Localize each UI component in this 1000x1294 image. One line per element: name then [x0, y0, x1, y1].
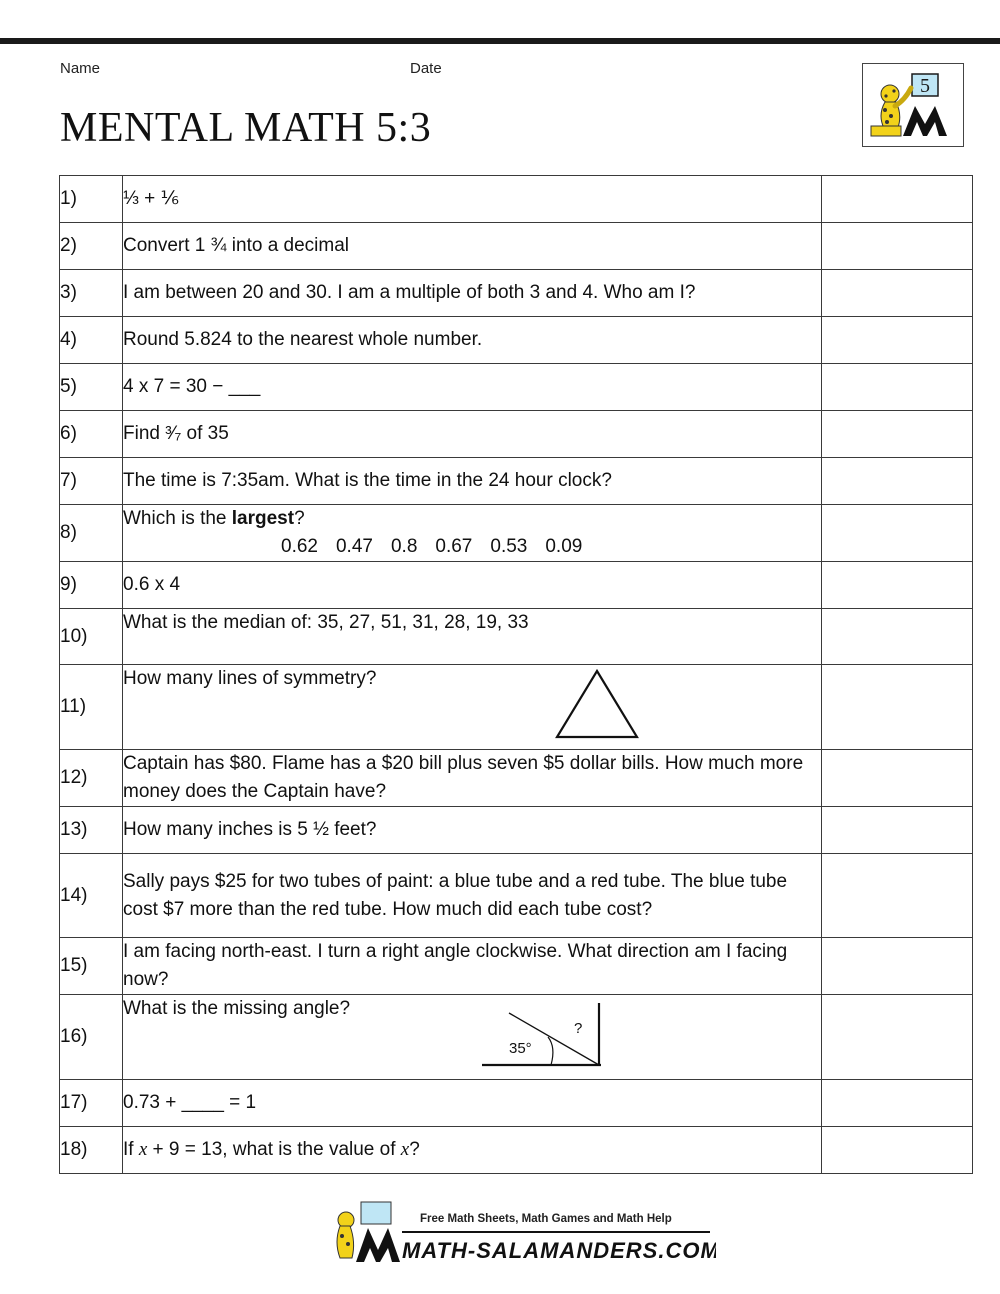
answer-box[interactable] [822, 270, 973, 317]
number-option: 0.67 [435, 536, 473, 557]
question-number: 11) [60, 665, 123, 750]
question-text: Sally pays $25 for two tubes of paint: a blue tube and a red tube. The blue tube cost $7 more than the red tube. How much did each tube cost? [123, 854, 822, 938]
answer-box[interactable] [822, 562, 973, 609]
question-number: 6) [60, 411, 123, 458]
answer-box[interactable] [822, 458, 973, 505]
question-text: Find ³⁄₇ of 35 [123, 411, 822, 458]
name-label: Name [60, 60, 101, 77]
question-cell [123, 995, 822, 1080]
answer-box[interactable] [822, 609, 973, 665]
angle-figure [480, 999, 604, 1071]
answer-box[interactable] [822, 317, 973, 364]
table-row [60, 1080, 973, 1127]
question-text: The time is 7:35am. What is the time in the 24 hour clock? [123, 458, 822, 505]
answer-box[interactable] [822, 1080, 973, 1127]
table-row [60, 176, 973, 223]
number-option: 0.47 [335, 536, 373, 557]
table-row [60, 938, 973, 995]
question-cell [123, 665, 822, 750]
answer-box[interactable] [822, 995, 973, 1080]
question-text: ⅓ + ⅙ [123, 176, 822, 223]
question-text: If x + 9 = 13, what is the value of x? [123, 1127, 822, 1174]
question-number: 9) [60, 562, 123, 609]
questions-table [59, 175, 973, 1174]
question-number: 18) [60, 1127, 123, 1174]
table-row [60, 411, 973, 458]
question-text: What is the median of: 35, 27, 51, 31, 28, 19, 33 [123, 609, 822, 665]
variable: x [400, 1139, 410, 1160]
footer-logo [326, 1198, 716, 1270]
number-options [123, 533, 821, 561]
question-text: Round 5.824 to the nearest whole number. [123, 317, 822, 364]
number-option: 0.62 [281, 536, 318, 557]
salamander-logo-icon [863, 64, 963, 146]
number-option: 0.8 [390, 536, 418, 557]
grade-badge: 5 [920, 75, 930, 97]
question-text: How many inches is 5 ½ feet? [123, 807, 822, 854]
unknown-angle-label: ? [574, 1020, 583, 1037]
emphasis-word: largest [231, 508, 295, 529]
answer-box[interactable] [822, 750, 973, 807]
table-row [60, 995, 973, 1080]
question-number: 3) [60, 270, 123, 317]
triangle-figure [555, 667, 641, 741]
question-text: Captain has $80. Flame has a $20 bill plus seven $5 dollar bills. How much more money does the Captain have? [123, 750, 822, 807]
number-option: 0.53 [490, 536, 528, 557]
footer-site: MATH-SALAMANDERS.COM [402, 1238, 716, 1263]
question-text: 0.6 x 4 [123, 562, 822, 609]
question-text: What is the missing angle? [123, 998, 351, 1019]
question-number: 7) [60, 458, 123, 505]
question-text: 0.73 + ____ = 1 [123, 1080, 822, 1127]
answer-box[interactable] [822, 411, 973, 458]
question-text: 4 x 7 = 30 − ___ [123, 364, 822, 411]
table-row [60, 562, 973, 609]
page-title: MENTAL MATH 5:3 [60, 105, 432, 151]
table-row [60, 1127, 973, 1174]
question-number: 10) [60, 609, 123, 665]
table-row [60, 750, 973, 807]
question-number: 12) [60, 750, 123, 807]
math-salamanders-logo-icon [326, 1198, 716, 1270]
answer-box[interactable] [822, 665, 973, 750]
answer-box[interactable] [822, 807, 973, 854]
grade-logo [862, 63, 964, 147]
table-row [60, 317, 973, 364]
question-text: I am between 20 and 30. I am a multiple of both 3 and 4. Who am I? [123, 270, 822, 317]
table-row [60, 854, 973, 938]
table-row [60, 665, 973, 750]
answer-box[interactable] [822, 854, 973, 938]
question-number: 17) [60, 1080, 123, 1127]
question-text: I am facing north-east. I turn a right angle clockwise. What direction am I facing now? [123, 938, 822, 995]
number-option: 0.09 [545, 536, 583, 557]
footer-tagline: Free Math Sheets, Math Games and Math Help [420, 1213, 672, 1225]
table-row [60, 270, 973, 317]
table-row [60, 458, 973, 505]
table-row [60, 223, 973, 270]
answer-box[interactable] [822, 364, 973, 411]
known-angle-label: 35° [509, 1040, 532, 1057]
question-number: 14) [60, 854, 123, 938]
answer-box[interactable] [822, 1127, 973, 1174]
table-row [60, 807, 973, 854]
question-number: 2) [60, 223, 123, 270]
answer-box[interactable] [822, 223, 973, 270]
answer-box[interactable] [822, 176, 973, 223]
question-number: 4) [60, 317, 123, 364]
table-row [60, 505, 973, 562]
question-number: 8) [60, 505, 123, 562]
table-row [60, 609, 973, 665]
top-rule [0, 38, 1000, 44]
date-label: Date [410, 60, 442, 77]
question-number: 15) [60, 938, 123, 995]
question-number: 16) [60, 995, 123, 1080]
answer-box[interactable] [822, 505, 973, 562]
question-cell [123, 505, 822, 562]
table-row [60, 364, 973, 411]
question-number: 1) [60, 176, 123, 223]
answer-box[interactable] [822, 938, 973, 995]
variable: x [138, 1139, 148, 1160]
question-number: 5) [60, 364, 123, 411]
question-text: How many lines of symmetry? [123, 668, 377, 689]
question-text: Which is the largest? [123, 508, 305, 529]
question-number: 13) [60, 807, 123, 854]
question-text: Convert 1 ¾ into a decimal [123, 223, 822, 270]
